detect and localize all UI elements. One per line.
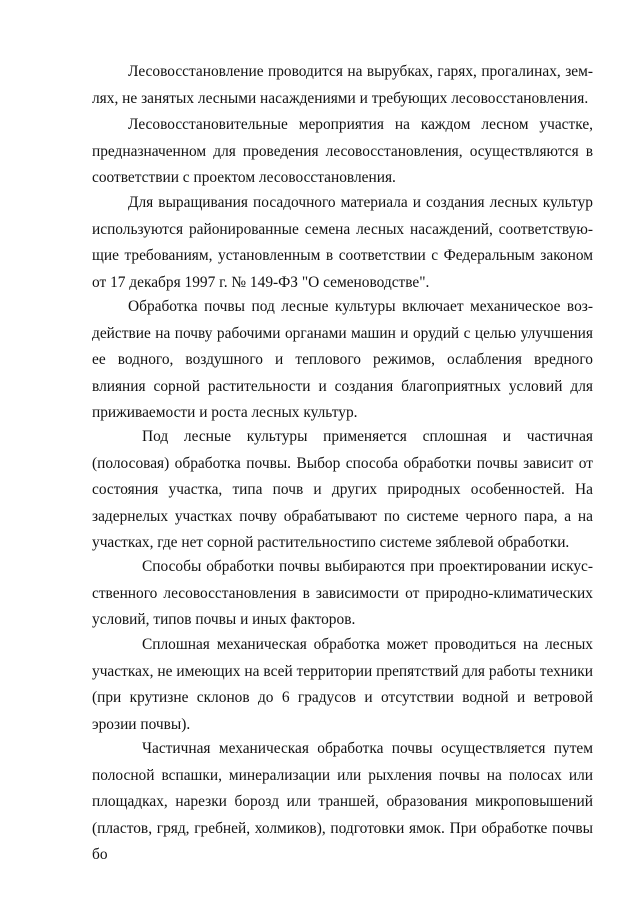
paragraph-continuous-treatment: Сплошная механическая обработка может проводиться на лесных участках, не имеющих на всей территории препятствий для работы техники (при крутизне склонов до 6 градусов и отсутствии водной и ветровой эрозии почвы). [92, 636, 593, 733]
paragraph-planting-material: Для выращивания посадочного материала и создания лесных культур используются районированные семена лесных насаждений, соответствующие требованиям, установленным в соответствии с Федеральным законом от 17 декабря 1997 г. № 149-ФЗ "О семеноводстве". [92, 194, 593, 291]
paragraph-reforestation-measures: Лесовосстановительные мероприятия на каждом лесном участке, предназначенном для проведения лесовосстановления, осуществляются в соответствии с проектом лесовосстановления. [92, 116, 593, 186]
paragraph-reforestation-sites: Лесовосстановление проводится на вырубках, гарях, прогалинах, землях, не занятых лесными насаждениями и требующих лесовосстановления. [92, 63, 593, 107]
paragraph-treatment-methods: Способы обработки почвы выбираются при проектировании искусственного лесовосстановления в зависимости от природно-климатических условий, типов почвы и иных факторов. [92, 558, 593, 628]
paragraph-treatment-types: Под лесные культуры применяется сплошная и частичная (полосовая) обработка почвы. Выбор способа обработки почвы зависит от состояния участка, типа почв и других природных особенностей. На задернелых участках почву обрабатывают по системе черного пара, а на участках, где нет сорной растительностипо системе зяблевой обработки. [92, 428, 593, 551]
paragraph-soil-treatment: Обработка почвы под лесные культуры включает механическое воздействие на почву рабочими органами машин и орудий с целью улучшения ее водного, воздушного и теплового режимов, ослабления вредного влияния сорной растительности и создания благоприятных условий для приживаемости и роста лесных культур. [92, 298, 593, 421]
paragraph-partial-treatment: Частичная механическая обработка почвы осуществляется путем полосной вспашки, минерализации или рыхления почвы на полосах или площадках, нарезки борозд или траншей, образования микроповышений (пластов, гряд, гребней, холмиков), подготовки ямок. При обработке почвы бо [92, 740, 593, 863]
